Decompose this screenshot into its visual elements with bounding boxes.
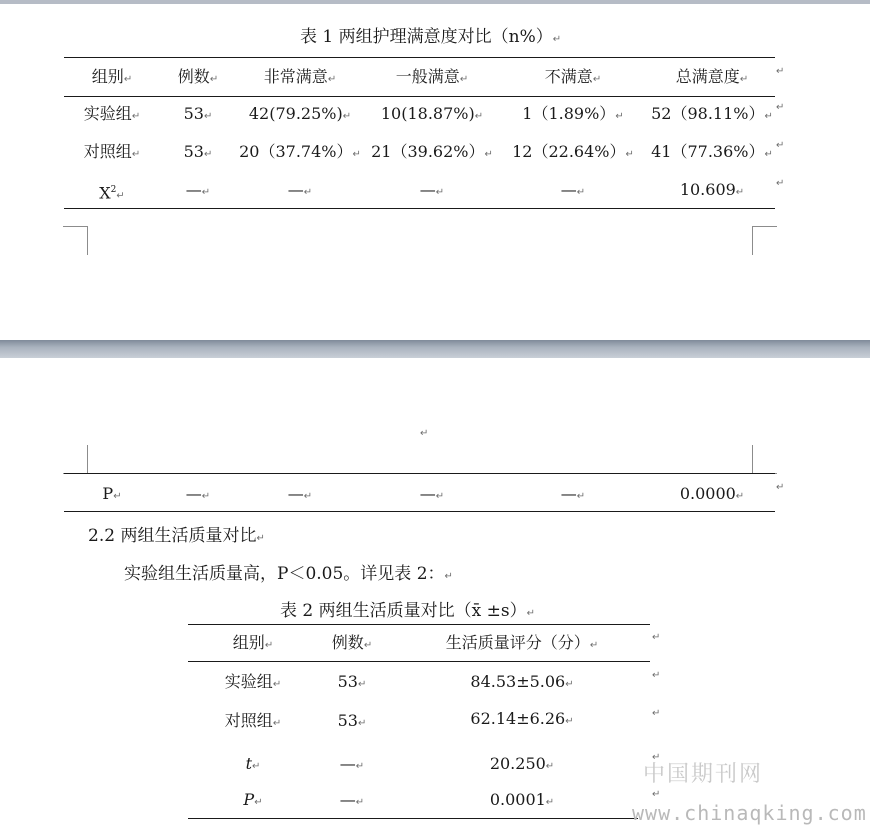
table1-p-count: —↵ [185, 484, 211, 503]
table2-row2-score: 62.14±6.26↵ [470, 709, 574, 728]
table2-top-rule [188, 624, 650, 625]
table1-header-satisfied: 一般满意↵ [395, 67, 469, 86]
table1-row1-satisfied: 10(18.87%)↵ [380, 104, 484, 123]
table2-bottom-rule [188, 818, 638, 819]
margin-corner-mark [63, 445, 88, 474]
table1-p-label: P↵ [102, 484, 122, 503]
table1-header-total: 总满意度↵ [675, 67, 749, 86]
table1-row2-total: 41（77.36%）↵ [651, 142, 773, 161]
table1-top-rule [64, 57, 775, 58]
table1-chi-label: $X^2↵$ [99, 183, 125, 203]
table1-header-rule [64, 96, 775, 97]
table1-continued-top-rule [64, 473, 775, 474]
table1-chi-very-satisfied: —↵ [287, 180, 313, 199]
table1-row1-total: 52（98.11%）↵ [651, 104, 773, 123]
paragraph-mark-icon: ↵ [420, 428, 429, 439]
table2-row4-score: 0.0001↵ [489, 790, 555, 809]
table1-row1-count: 53↵ [183, 104, 213, 123]
page-break-separator [0, 340, 870, 358]
table2-row1-group: 实验组↵ [224, 672, 282, 691]
row-end-mark: ↵ [776, 102, 785, 113]
row-end-mark: ↵ [652, 789, 661, 800]
table1-row2-count: 53↵ [183, 142, 213, 161]
section-body: 实验组生活质量高，P＜0.05。详见表 2：↵ [124, 564, 453, 584]
row-end-mark: ↵ [652, 632, 661, 643]
table1-bottom-rule [64, 511, 775, 512]
table1-caption [300, 22, 561, 47]
table1-p-satisfied: —↵ [419, 484, 445, 503]
table1-p-total: 0.0000↵ [679, 484, 745, 503]
table2-row4-count: —↵ [339, 790, 365, 809]
chi-superscript: 2 [110, 185, 117, 195]
table1-header-dissatisfied: 不满意↵ [544, 67, 602, 86]
table1-bottom-rule-page1 [64, 208, 775, 209]
margin-corner-mark [63, 226, 88, 255]
table2-row3-group: t↵ [245, 754, 261, 773]
table1-header-very-satisfied: 非常满意↵ [263, 67, 337, 86]
row-end-mark: ↵ [652, 752, 661, 763]
margin-corner-mark [752, 226, 777, 255]
table2-row3-score: 20.250↵ [489, 754, 555, 773]
table1-row2-satisfied: 21（39.62%）↵ [371, 142, 493, 161]
table1-chi-dissatisfied: —↵ [560, 180, 586, 199]
table2-row2-count: 53↵ [337, 711, 367, 730]
table2-row2-group: 对照组↵ [224, 711, 282, 730]
table1-header-group: 组别↵ [91, 67, 133, 86]
section-heading: 2.2 两组生活质量对比↵ [88, 526, 265, 546]
row-end-mark: ↵ [776, 140, 785, 151]
paragraph-mark-icon: ↵ [552, 34, 562, 45]
table1-p-dissatisfied: —↵ [560, 484, 586, 503]
table2-row1-count: 53↵ [337, 672, 367, 691]
table2-header-group: 组别↵ [232, 633, 274, 652]
table2-row3-count: —↵ [339, 754, 365, 773]
table1-row1-dissatisfied: 1（1.89%）↵ [522, 104, 624, 123]
table2-row1-score: 84.53±5.06↵ [470, 672, 574, 691]
table1-row1-very-satisfied: 42(79.25%)↵ [248, 104, 352, 123]
row-end-mark: ↵ [652, 708, 661, 719]
watermark-url: www.chinaqking.com [632, 801, 867, 825]
table2-caption: 表 2 两组生活质量对比（x̄ ±s）↵ [280, 601, 535, 621]
table1-p-very-satisfied: —↵ [287, 484, 313, 503]
table1-header-count: 例数↵ [177, 67, 219, 86]
table2-header-rule [188, 661, 650, 662]
row-end-mark: ↵ [776, 66, 785, 77]
table2-row4-group: P↵ [243, 790, 263, 809]
margin-corner-mark [752, 445, 777, 474]
window-top-strip [0, 0, 870, 4]
table1-row2-group: 对照组↵ [83, 142, 141, 161]
table1-row1-group: 实验组↵ [83, 104, 141, 123]
watermark-logo-text: 中国期刊网 [643, 762, 764, 787]
table1-row2-very-satisfied: 20（37.74%）↵ [239, 142, 361, 161]
row-end-mark: ↵ [776, 482, 785, 493]
table1-chi-satisfied: —↵ [419, 180, 445, 199]
table2-header-count: 例数↵ [331, 633, 373, 652]
row-end-mark: ↵ [652, 670, 661, 681]
table1-chi-total: 10.609↵ [679, 180, 745, 199]
table1-caption-text: 表 1 两组护理满意度对比（n%） [300, 27, 553, 47]
table2-header-score: 生活质量评分（分）↵ [445, 633, 599, 652]
row-end-mark: ↵ [776, 178, 785, 189]
table1-row2-dissatisfied: 12（22.64%）↵ [512, 142, 634, 161]
table1-chi-count: —↵ [185, 180, 211, 199]
